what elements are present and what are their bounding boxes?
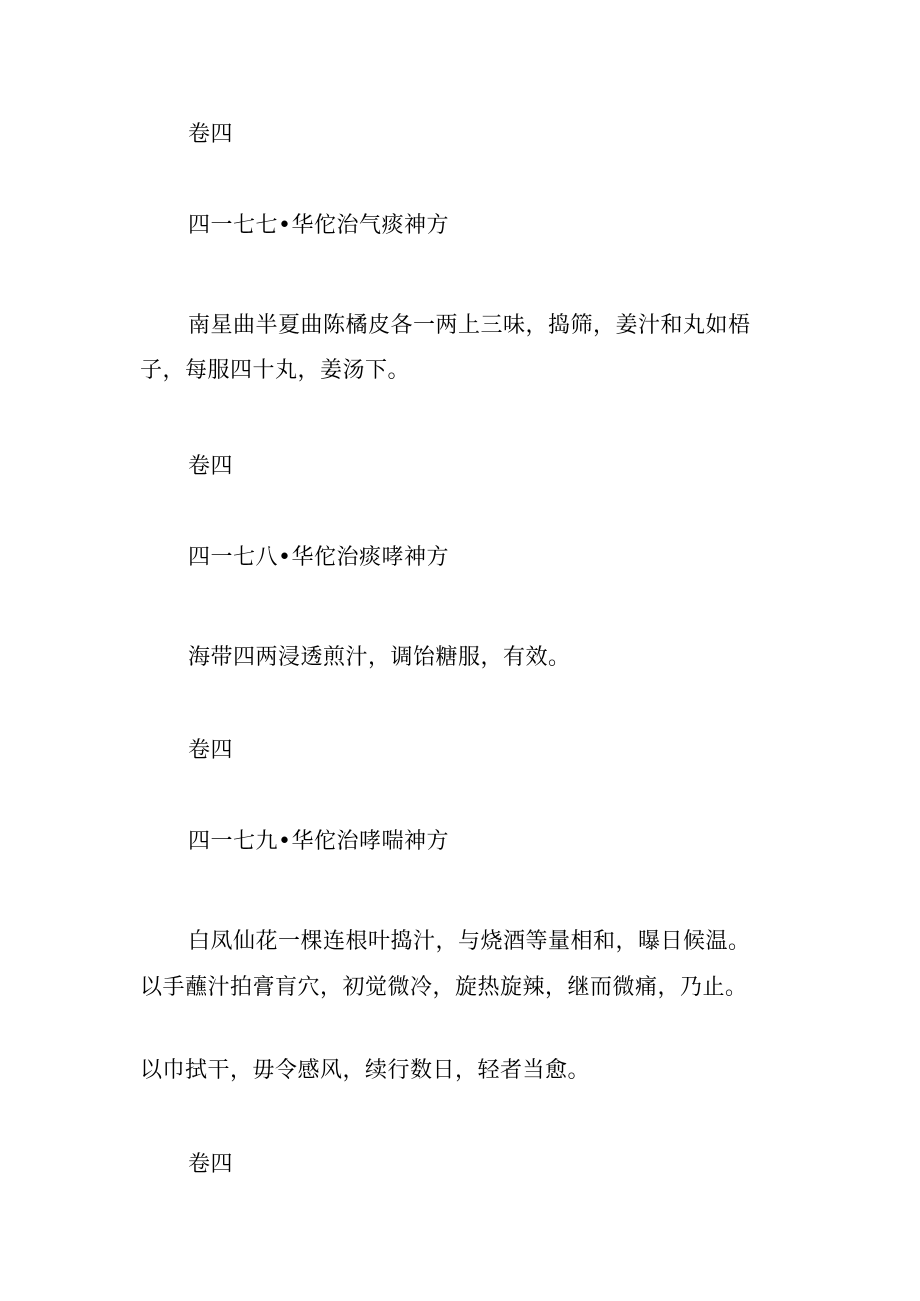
body-text-line: 白凤仙花一棵连根叶捣汁，与烧酒等量相和，曝日候温。 xyxy=(188,929,751,954)
volume-heading: 卷四 xyxy=(188,122,234,147)
volume-heading: 卷四 xyxy=(188,738,234,763)
body-text-line: 海带四两浸透煎汁，调饴糖服，有效。 xyxy=(188,645,571,670)
body-text-line: 子，每服四十丸，姜汤下。 xyxy=(140,358,411,383)
body-text-line: 以手蘸汁拍膏肓穴，初觉微冷，旋热旋辣，继而微痛，乃止。 xyxy=(140,975,748,1000)
section-title: 四一七八•华佗治痰哮神方 xyxy=(188,545,449,570)
section-title: 四一七七•华佗治气痰神方 xyxy=(188,213,449,238)
section-title: 四一七九•华佗治哮喘神方 xyxy=(188,829,449,854)
volume-heading: 卷四 xyxy=(188,454,234,479)
body-text-line: 南星曲半夏曲陈橘皮各一两上三味，捣筛，姜汁和丸如梧 xyxy=(188,313,751,338)
volume-heading: 卷四 xyxy=(188,1152,234,1177)
body-text-line: 以巾拭干，毋令感风，续行数日，轻者当愈。 xyxy=(140,1058,591,1083)
